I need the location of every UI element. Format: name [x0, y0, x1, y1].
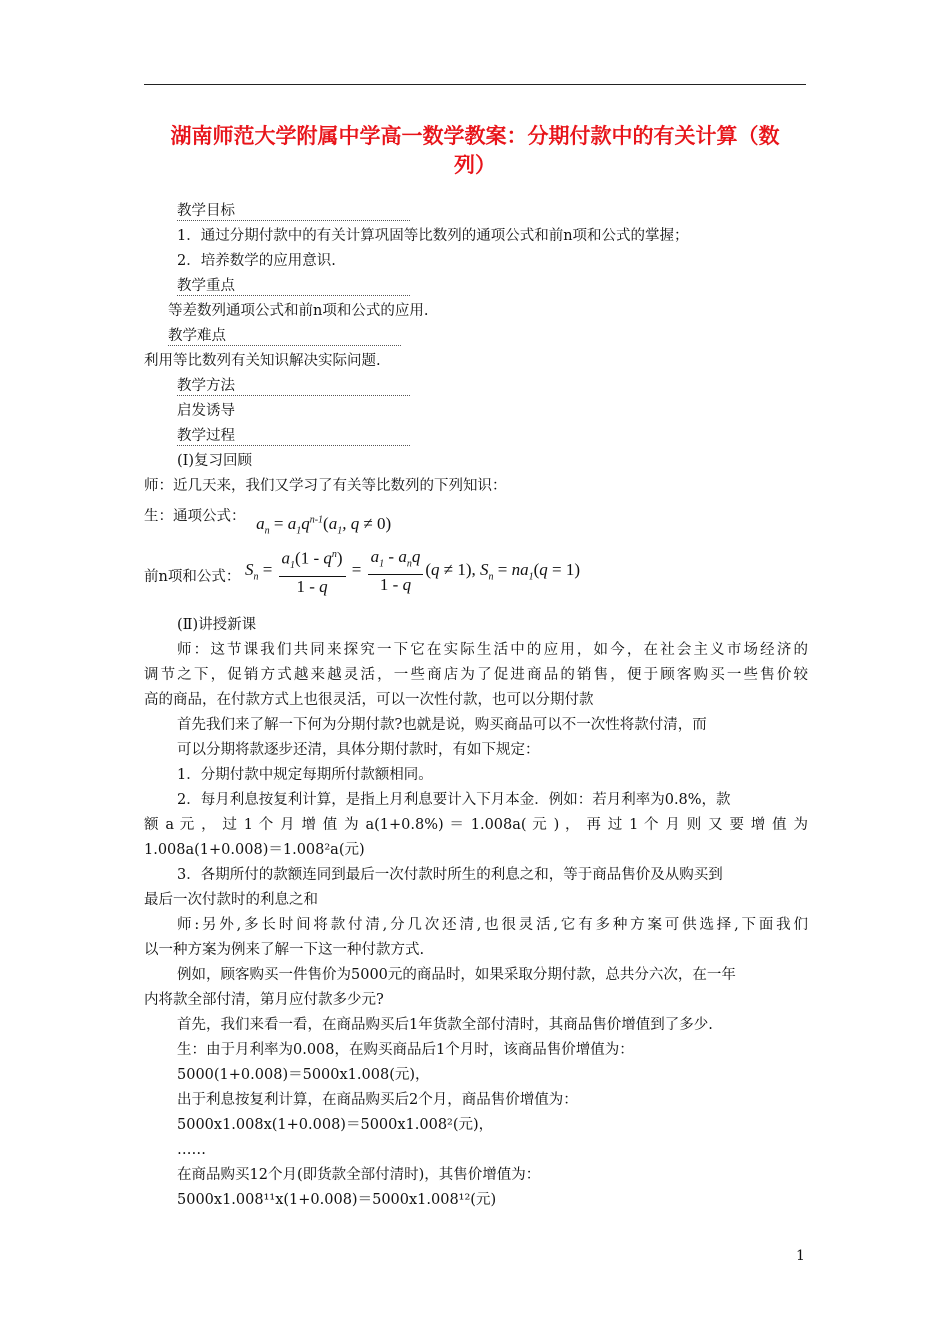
review-heading: (Ⅰ)复习回顾: [177, 453, 253, 469]
general-term-row: [144, 499, 808, 539]
teacher-intro: 师：近几天来，我们又学习了有关等比数列的下列知识：: [144, 478, 507, 494]
new-lesson-heading: (Ⅱ)讲授新课: [177, 617, 257, 633]
rule-1: 1．分期付款中规定每期所付款额相同。: [177, 767, 433, 783]
calc-3: 5000x1.008¹¹x(1+0.008)＝5000x1.008¹²(元): [177, 1192, 497, 1208]
sum-label: 前n项和公式：: [144, 569, 241, 585]
difficulty-text: 利用等比数列有关知识解决实际问题.: [144, 353, 381, 369]
para6: 生：由于月利率为0.008，在购买商品后1个月时，该商品售价增值为：: [177, 1042, 634, 1058]
para3-line-2: 以一种方案为例来了解一下这一种付款方式.: [144, 942, 425, 958]
page-number: 1: [796, 1248, 805, 1264]
para3-line-1: 师:另外,多长时间将款付清,分几次还清,也很灵活,它有多种方案可供选择,下面我们: [177, 917, 808, 933]
rule-3-line-2: 最后一次付款时的利息之和: [144, 892, 318, 908]
para7: 出于利息按复利计算，在商品购买后2个月，商品售价增值为：: [177, 1092, 578, 1108]
heading-process-row: [144, 424, 808, 449]
heading-process: 教学过程: [177, 427, 410, 446]
title-line-2: 列）: [454, 153, 496, 177]
key-points-text: 等差数列通项公式和前n项和公式的应用.: [168, 303, 429, 319]
calc-1: 5000(1+0.008)＝5000x1.008(元)，: [177, 1067, 430, 1083]
para1-line-3: 高的商品，在付款方式上也很灵活，可以一次性付款，也可以分期付款: [144, 692, 594, 708]
heading-key-points-row: [144, 274, 808, 299]
general-term-formula: $a_n = a_1q^{n-1}(a_1$, q ≠ 0): [256, 513, 392, 537]
rule-3-line-1: 3．各期所付的款额连同到最后一次付款时所生的利息之和，等于商品售价及从购买到: [177, 867, 723, 883]
document-body: [144, 199, 808, 1213]
para8: 在商品购买12个月(即货款全部付清时)，其售价增值为：: [177, 1167, 541, 1183]
heading-goals-row: [144, 199, 808, 224]
header-rule: [144, 84, 806, 85]
heading-method-row: [144, 374, 808, 399]
heading-difficulty: 教学难点: [168, 327, 401, 346]
rule-2-line-2: 额 a 元 ， 过 1 个 月 增 值 为 a(1+0.8%) ＝ 1.008a( 元 ) ， 再 过 1 个 月 则 又 要 增 值 为: [144, 817, 808, 833]
para2-line-1: 首先我们来了解一下何为分期付款?也就是说，购买商品可以不一次性将款付清，而: [177, 717, 707, 733]
para1-line-2: 调节之下，促销方式越来越灵活，一些商店为了促进商品的销售，便于顾客购买一些售价较: [144, 667, 808, 683]
heading-method: 教学方法: [177, 377, 410, 396]
general-term-label: 生：通项公式：: [144, 508, 246, 525]
title-line-1: 湖南师范大学附属中学高一数学教案：分期付款中的有关计算（数: [170, 124, 780, 148]
calc-2: 5000x1.008x(1+0.008)＝5000x1.008²(元)，: [177, 1117, 494, 1133]
para1-line-1: 师：这节课我们共同来探究一下它在实际生活中的应用，如今，在社会主义市场经济的: [177, 642, 808, 658]
document-title: [144, 122, 806, 180]
para4-line-1: 例如，顾客购买一件售价为5000元的商品时，如果采取分期付款，总共分六次，在一年: [177, 967, 736, 983]
para4-line-2: 内将款全部付清，第月应付款多少元?: [144, 992, 384, 1008]
sum-formula: $S_n$ = $\frac{a_1(1 - q^n)}{1 - q}$ = $\frac{a_1 - a_nq}{1 - q}$ (q ≠ 1), $S_n = na_1(q = 1)$: [244, 546, 580, 597]
method-text: 启发诱导: [177, 403, 235, 419]
sum-formula-row: [144, 547, 808, 605]
rule-2-line-1: 2．每月利息按复利计算，是指上月利息要计入下月本金．例如：若月利率为0.8%，款: [177, 792, 731, 808]
heading-difficulty-row: [144, 324, 808, 349]
goal-item-1: 1．通过分期付款中的有关计算巩固等比数列的通项公式和前n项和公式的掌握；: [177, 228, 689, 244]
heading-goals: 教学目标: [177, 202, 410, 221]
heading-key-points: 教学重点: [177, 277, 410, 296]
rule-2-line-3: 1.008a(1+0.008)＝1.008²a(元): [144, 842, 365, 858]
para5: 首先，我们来看一看，在商品购买后1年货款全部付清时，其商品售价增值到了多少.: [177, 1017, 713, 1033]
ellipsis: ……: [177, 1142, 206, 1158]
para2-line-2: 可以分期将款逐步还清，具体分期付款时，有如下规定：: [177, 742, 540, 758]
goal-item-2: 2．培养数学的应用意识.: [177, 253, 336, 269]
